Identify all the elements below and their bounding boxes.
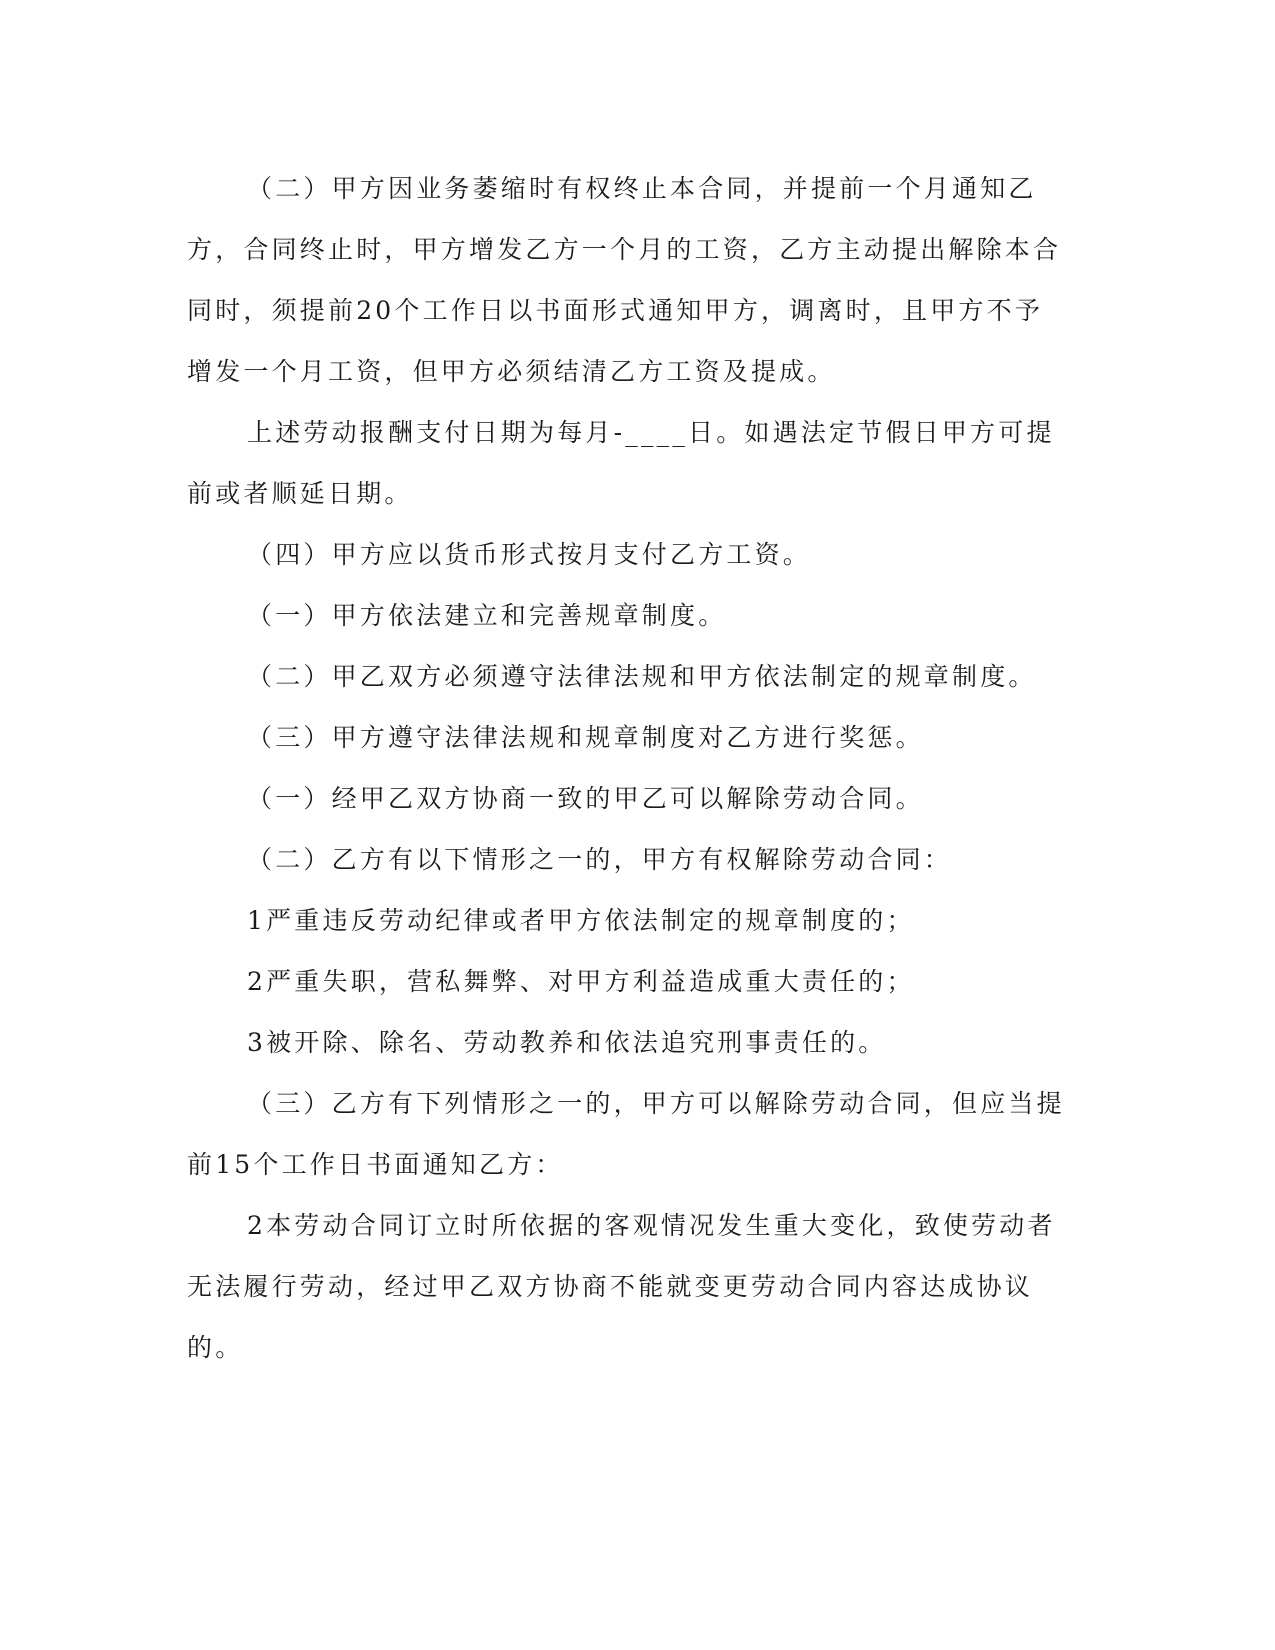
paragraph-rules-establish: （一）甲方依法建立和完善规章制度。 [247, 601, 727, 630]
paragraph-notice-termination: （三）乙方有下列情形之一的，甲方可以解除劳动合同，但应当提前15个工作日书面通知乙方： [187, 1089, 1065, 1179]
paragraph-payment-date: 上述劳动报酬支付日期为每月-____日。如遇法定节假日甲方可提前或者顺延日期。 [187, 418, 1055, 508]
list-item-ground-2: 2严重失职，营私舞弊、对甲方利益造成重大责任的； [247, 967, 915, 996]
paragraph-wage-payment-form: （四）甲方应以货币形式按月支付乙方工资。 [247, 540, 812, 569]
paragraph-rewards-penalties: （三）甲方遵守法律法规和规章制度对乙方进行奖惩。 [247, 723, 924, 752]
document-body [187, 158, 1067, 1378]
paragraph-termination-grounds: （二）乙方有以下情形之一的，甲方有权解除劳动合同： [247, 845, 953, 874]
list-item-changed-circumstances: 2本劳动合同订立时所依据的客观情况发生重大变化，致使劳动者无法履行劳动，经过甲乙双方协商不能就变更劳动合同内容达成协议的。 [187, 1211, 1056, 1362]
paragraph-termination-business-shrink: （二）甲方因业务萎缩时有权终止本合同，并提前一个月通知乙方，合同终止时，甲方增发乙方一个月的工资，乙方主动提出解除本合同时，须提前20个工作日以书面形式通知甲方，调离时，且甲方不予增发一个月工资，但甲方必须结清乙方工资及提成。 [187, 174, 1062, 386]
list-item-ground-3: 3被开除、除名、劳动教养和依法追究刑事责任的。 [247, 1028, 887, 1057]
paragraph-mutual-termination: （一）经甲乙双方协商一致的甲乙可以解除劳动合同。 [247, 784, 924, 813]
paragraph-rules-comply: （二）甲乙双方必须遵守法律法规和甲方依法制定的规章制度。 [247, 662, 1037, 691]
list-item-ground-1: 1严重违反劳动纪律或者甲方依法制定的规章制度的； [247, 906, 915, 935]
